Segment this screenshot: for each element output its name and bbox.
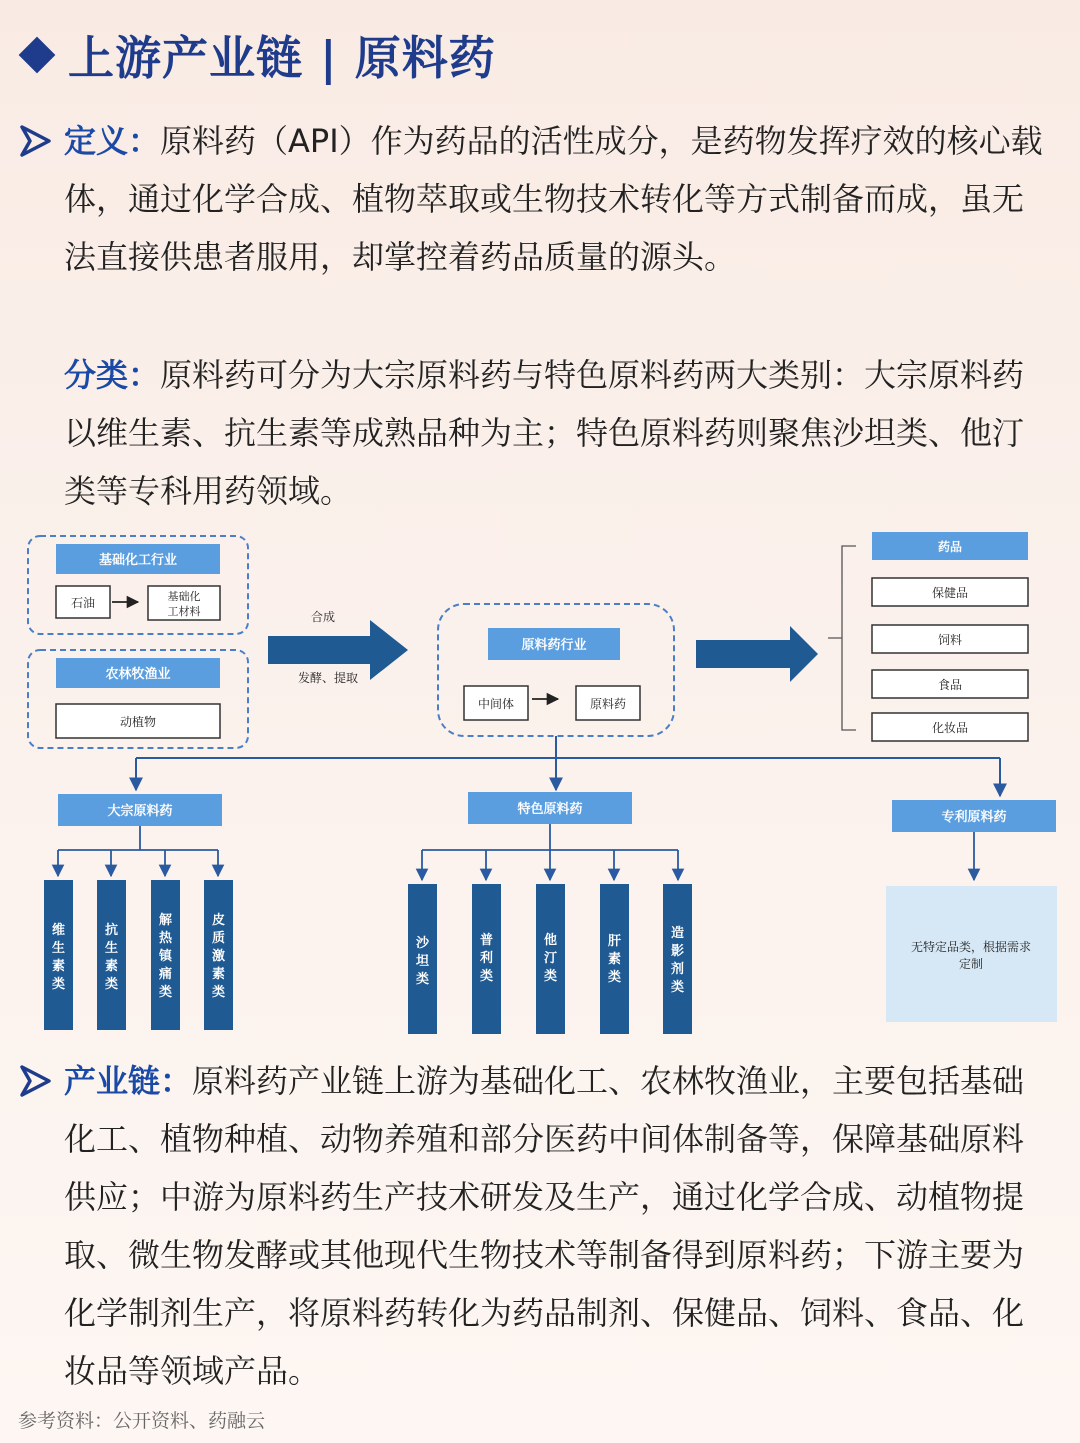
column-antipyretics-label: 解热镇痛类: [158, 913, 173, 1000]
column-sartans-label: 沙坦类: [415, 936, 430, 987]
definition-text: 原料药（API）作为药品的活性成分，是药物发挥疗效的核心载体，通过化学合成、植物萃取或生物技术转化等方式制备而成，虽无法直接供患者服用，却掌控着药品质量的源头。: [64, 122, 1043, 276]
column-contrast-agents-label: 造影剂类: [670, 926, 685, 995]
source-note: 参考资料：公开资料、药融云: [18, 1410, 266, 1432]
petroleum-label: 石油: [70, 596, 96, 610]
patent-note-text: 无特定品类，根据需求定制: [910, 940, 1032, 971]
patent-note-box: [886, 886, 1057, 1022]
api-label: 原料药: [589, 697, 627, 711]
agri-industry-title: 农林牧渔业: [105, 667, 171, 682]
column-prils-label: 普利类: [479, 933, 494, 984]
bulk-branch-lines: [58, 826, 218, 876]
flora-fauna-label: 动植物: [119, 715, 157, 729]
chain-paragraph: [64, 1052, 1054, 1400]
downstream-bracket: [828, 546, 856, 730]
downstream-item-drugs-label: 药品: [937, 540, 963, 554]
column-heparins-label: 肝素类: [607, 934, 622, 985]
definition-label: 定义：: [64, 122, 161, 160]
distribution-lines: [136, 736, 1000, 796]
classification-paragraph: [64, 346, 1054, 520]
upstream-agri-group: [28, 650, 248, 748]
column-contrast-agents: [663, 884, 692, 1034]
classification-label: 分类：: [64, 356, 161, 394]
process-synthesis-label: 合成: [310, 610, 336, 624]
midstream-group: [438, 604, 674, 736]
bulk-columns: [44, 880, 233, 1030]
process-fermentation-label: 发酵、提取: [297, 671, 359, 685]
column-statins-label: 他汀类: [543, 933, 558, 984]
big-arrow-right-icon-2: [696, 626, 818, 682]
column-vitamins-label: 维生素类: [51, 923, 66, 992]
specialty-api-title: 特色原料药: [517, 802, 583, 817]
chain-label: 产业链：: [64, 1062, 193, 1100]
intermediate-label: 中间体: [477, 697, 515, 711]
column-antibiotics-label: 抗生素类: [104, 923, 119, 992]
downstream-item-food-label: 食品: [937, 678, 963, 692]
industry-chain-diagram: [0, 520, 1080, 1040]
classification-text: 原料药可分为大宗原料药与特色原料药两大类别：大宗原料药以维生素、抗生素等成熟品种为主；特色原料药则聚焦沙坦类、他汀类等专科用药领域。: [64, 356, 1025, 510]
downstream-item-health-label: 保健品: [931, 586, 969, 600]
patent-api-title: 专利原料药: [941, 810, 1007, 825]
api-industry-title: 原料药行业: [521, 638, 587, 653]
specialty-branch-lines: [422, 824, 678, 880]
column-corticosteroids-label: 皮质激素类: [211, 913, 226, 1000]
downstream-item-feed-label: 饲料: [937, 633, 963, 647]
chemical-industry-title: 基础化工行业: [98, 553, 178, 568]
specialty-columns: [408, 884, 692, 1034]
chevron-right-icon: [18, 124, 52, 158]
downstream-list: [872, 532, 1028, 741]
page-title-text: 上游产业链 | 原料药: [68, 31, 496, 85]
chevron-right-icon-2: [18, 1064, 52, 1098]
diamond-icon: [19, 37, 56, 74]
downstream-item-cosmetics-label: 化妆品: [931, 721, 969, 735]
bulk-api-title: 大宗原料药: [107, 804, 173, 819]
chain-text: 原料药产业链上游为基础化工、农林牧渔业，主要包括基础化工、植物种植、动物养殖和部分医药中间体制备等，保障基础原料供应；中游为原料药生产技术研发及生产，通过化学合成、动植物提取、微生物发酵或其他现代生物技术等制备得到原料药；下游主要为化学制剂生产，将原料药转化为药品制剂、保健品、饲料、食品、化妆品等领域产品。: [64, 1062, 1025, 1390]
definition-paragraph: [64, 112, 1054, 286]
page-title: [18, 22, 496, 88]
upstream-chemical-group: [28, 536, 248, 634]
chemical-material-label: 基础化工材料: [167, 590, 201, 618]
